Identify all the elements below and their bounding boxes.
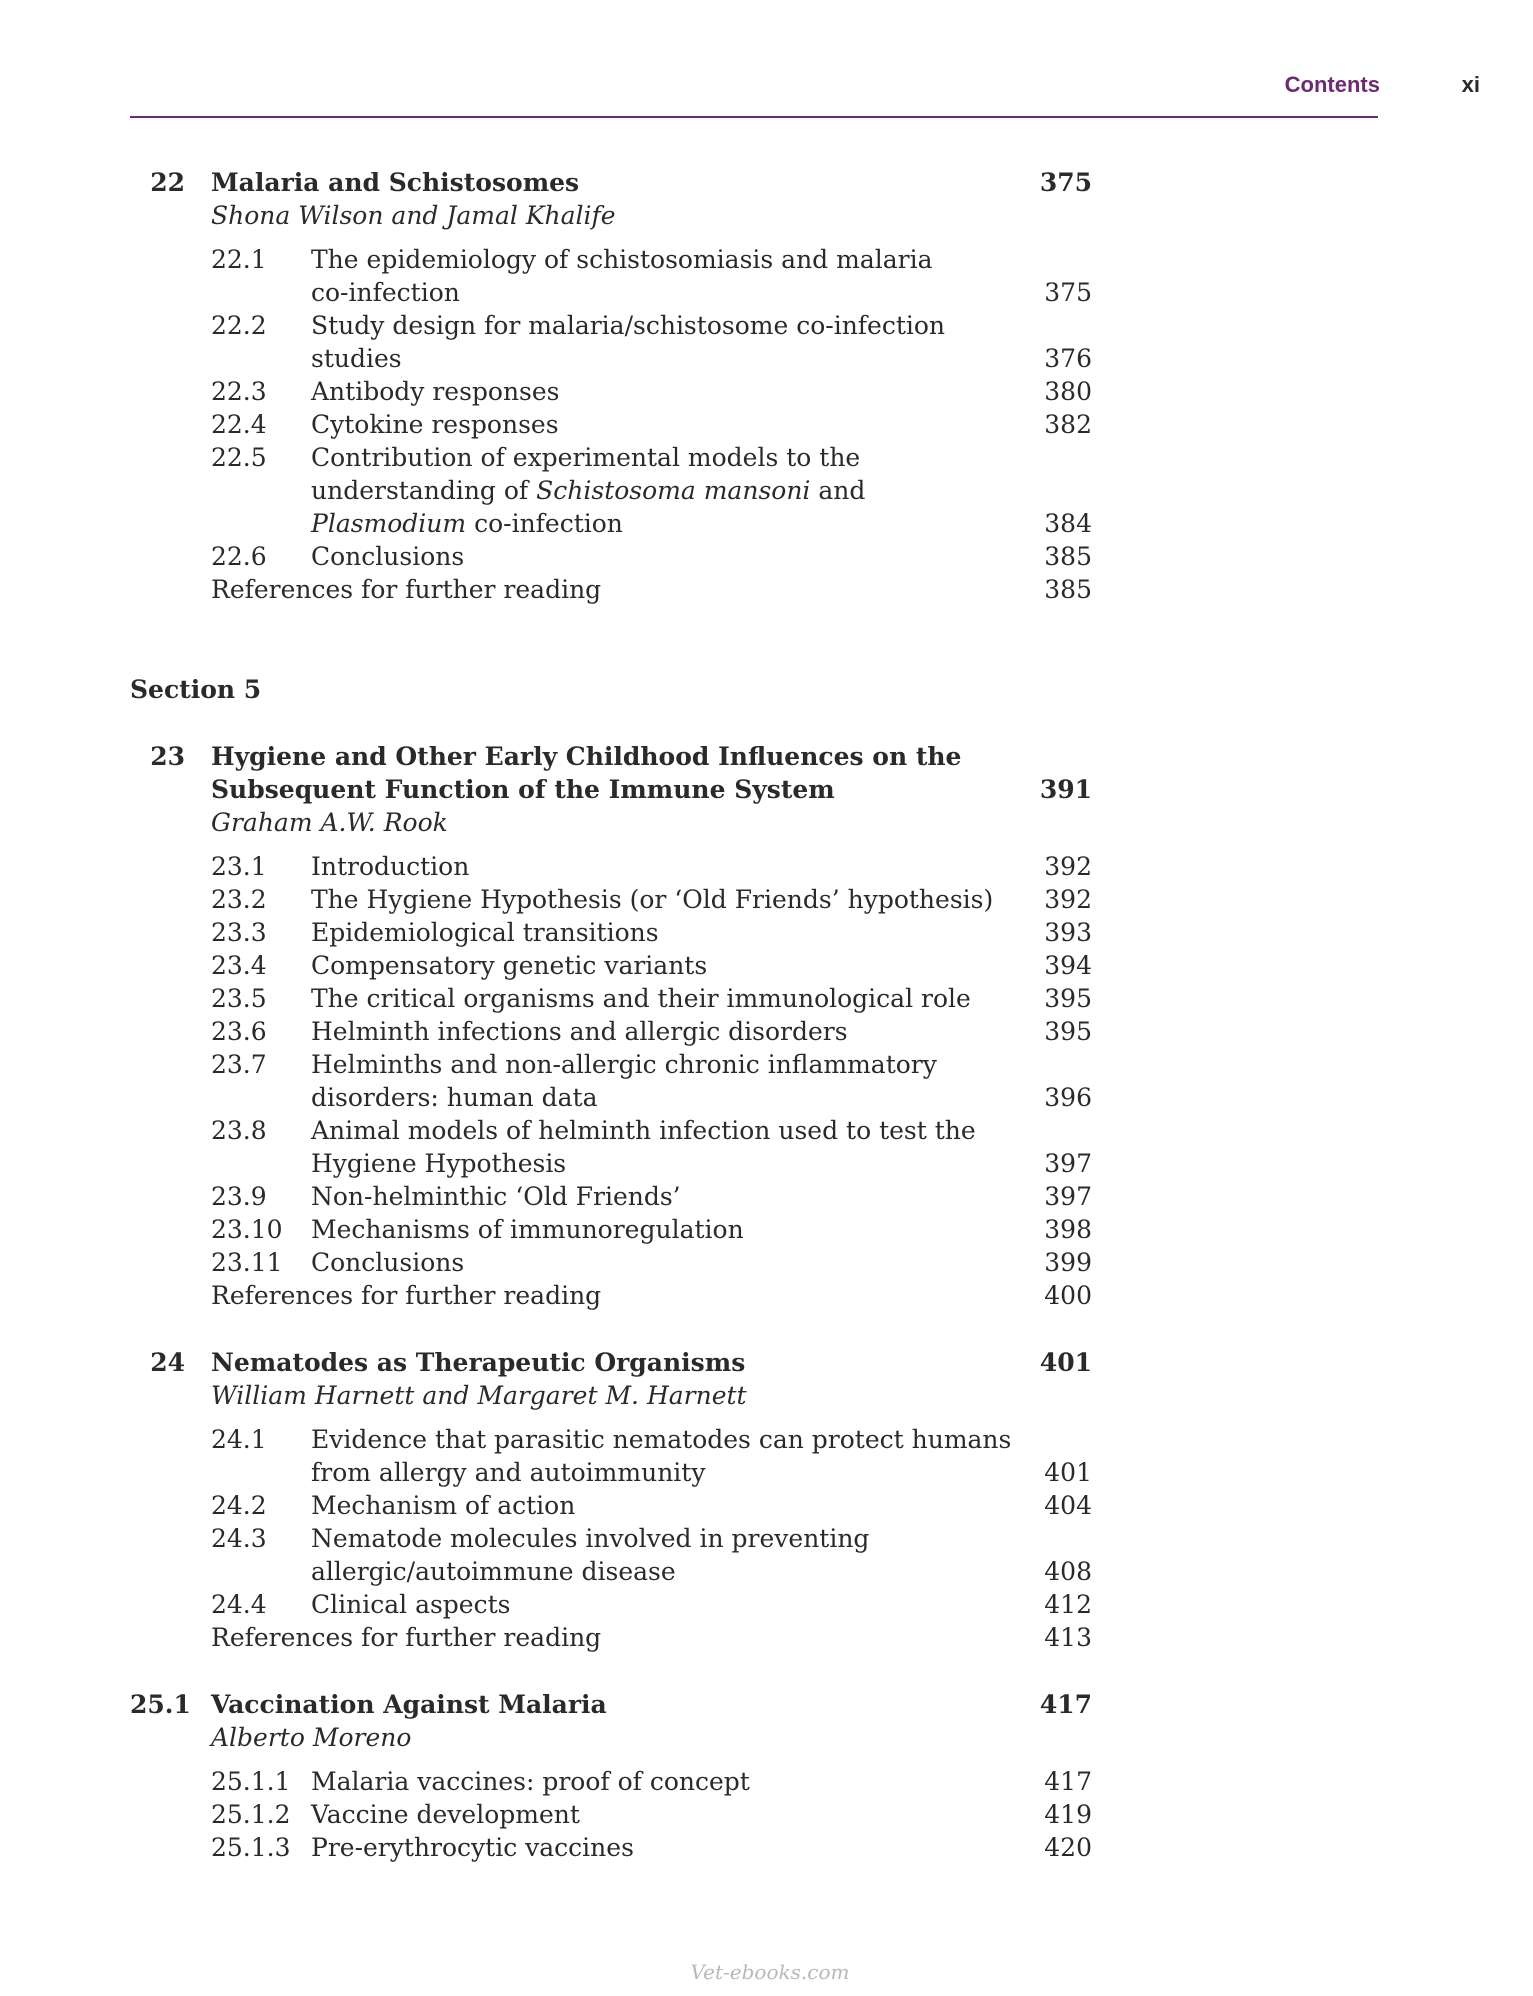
entry-page: 393 (1044, 918, 1092, 947)
chapter-25-1 (0, 1688, 1533, 1864)
entry-page: 401 (1044, 1458, 1092, 1487)
entry-number: 25.1.1 (211, 1767, 291, 1796)
entry-page: 399 (1044, 1248, 1092, 1277)
entry-page: 417 (1044, 1767, 1092, 1796)
entry-number: 22.2 (211, 311, 267, 340)
entry-number: 24.1 (211, 1425, 267, 1454)
entry-page: 397 (1044, 1182, 1092, 1211)
entry-text: Malaria vaccines: proof of concept (311, 1767, 750, 1796)
entry-text: Pre-erythrocytic vaccines (311, 1833, 634, 1862)
header-title: Contents (1284, 72, 1380, 97)
chapter-page: 401 (1039, 1348, 1092, 1377)
entry-text: Hygiene Hypothesis (311, 1149, 567, 1178)
entry-text: understanding of Schistosoma mansoni and (311, 476, 866, 505)
entry-page: 413 (1044, 1623, 1092, 1652)
toc-entry-23-5[interactable] (0, 982, 1533, 1015)
entry-number: 25.1.3 (211, 1833, 291, 1862)
entry-number: 23.3 (211, 918, 267, 947)
section-label: Section 5 (130, 675, 262, 704)
toc-entry-23-4[interactable] (0, 949, 1533, 982)
chapter-author: William Harnett and Margaret M. Harnett (211, 1381, 747, 1410)
entry-page: 395 (1044, 1017, 1092, 1046)
references-entry[interactable] (0, 573, 1533, 606)
entry-page: 395 (1044, 984, 1092, 1013)
entry-text: The epidemiology of schistosomiasis and malaria (311, 245, 933, 274)
chapter-number: 24 (150, 1348, 185, 1377)
entry-number: 23.4 (211, 951, 267, 980)
toc-entry-22-5[interactable] (0, 441, 1533, 540)
toc-entry-23-1[interactable] (0, 850, 1533, 883)
chapter-author: Alberto Moreno (211, 1723, 412, 1752)
toc-entry-24-3[interactable] (0, 1522, 1533, 1588)
entry-number: 23.11 (211, 1248, 283, 1277)
entry-page: 394 (1044, 951, 1092, 980)
chapter-title[interactable]: Hygiene and Other Early Childhood Influences on the (211, 742, 962, 771)
chapter-title[interactable]: Vaccination Against Malaria (211, 1690, 607, 1719)
entry-text: Animal models of helminth infection used to test the (311, 1116, 976, 1145)
entry-page: 419 (1044, 1800, 1092, 1829)
entry-page: 396 (1044, 1083, 1092, 1112)
toc-entry-22-6[interactable] (0, 540, 1533, 573)
entry-text: The Hygiene Hypothesis (or ‘Old Friends’ hypothesis) (311, 885, 994, 914)
entry-text: from allergy and autoimmunity (311, 1458, 706, 1487)
entry-text: Conclusions (311, 1248, 465, 1277)
entry-page: 408 (1044, 1557, 1092, 1586)
toc-entry-22-1[interactable] (0, 243, 1533, 309)
entry-number: 23.10 (211, 1215, 283, 1244)
entry-number: 24.4 (211, 1590, 267, 1619)
chapter-title[interactable]: Nematodes as Therapeutic Organisms (211, 1348, 746, 1377)
entry-number: 23.2 (211, 885, 267, 914)
entry-text: Contribution of experimental models to the (311, 443, 861, 472)
entry-page: 397 (1044, 1149, 1092, 1178)
entry-page: 412 (1044, 1590, 1092, 1619)
toc-entry-23-9[interactable] (0, 1180, 1533, 1213)
toc-entry-24-2[interactable] (0, 1489, 1533, 1522)
toc-entry-25-1-3[interactable] (0, 1831, 1533, 1864)
entry-page: 384 (1044, 509, 1092, 538)
chapter-23 (0, 740, 1533, 1312)
toc-entry-24-4[interactable] (0, 1588, 1533, 1621)
entry-page: 420 (1044, 1833, 1092, 1862)
entry-text: Vaccine development (311, 1800, 580, 1829)
toc-entry-23-10[interactable] (0, 1213, 1533, 1246)
entry-page: 400 (1044, 1281, 1092, 1310)
chapter-title[interactable]: Malaria and Schistosomes (211, 168, 580, 197)
entry-page: 382 (1044, 410, 1092, 439)
entry-text: Antibody responses (311, 377, 560, 406)
entry-text: Introduction (311, 852, 470, 881)
entry-number: 23.8 (211, 1116, 267, 1145)
chapter-number: 23 (150, 742, 185, 771)
toc-entry-25-1-2[interactable] (0, 1798, 1533, 1831)
watermark-logo: Vet-ebooks.com (690, 1960, 850, 1984)
entry-page: 375 (1044, 278, 1092, 307)
chapter-page: 375 (1039, 168, 1092, 197)
entry-text: Nematode molecules involved in preventing (311, 1524, 870, 1553)
entry-text: Cytokine responses (311, 410, 559, 439)
entry-number: 25.1.2 (211, 1800, 291, 1829)
toc-entry-25-1-1[interactable] (0, 1765, 1533, 1798)
entry-number: 24.2 (211, 1491, 267, 1520)
entry-text: Conclusions (311, 542, 465, 571)
chapter-number: 22 (150, 168, 185, 197)
chapter-number: 25.1 (130, 1690, 191, 1719)
entry-page: 398 (1044, 1215, 1092, 1244)
toc-entry-23-11[interactable] (0, 1246, 1533, 1279)
entry-text: Plasmodium co-infection (311, 509, 623, 538)
references-entry[interactable] (0, 1279, 1533, 1312)
toc-entry-22-2[interactable] (0, 309, 1533, 375)
entry-text: Helminths and non-allergic chronic inflammatory (311, 1050, 937, 1079)
entry-text: disorders: human data (311, 1083, 598, 1112)
references-text: References for further reading (211, 1623, 602, 1652)
chapter-page: 391 (1039, 775, 1092, 804)
references-text: References for further reading (211, 1281, 602, 1310)
chapter-24 (0, 1346, 1533, 1654)
entry-text: The critical organisms and their immunological role (311, 984, 971, 1013)
chapter-22 (0, 166, 1533, 606)
chapter-author: Shona Wilson and Jamal Khalife (211, 201, 616, 230)
entry-text: Study design for malaria/schistosome co-infection (311, 311, 946, 340)
toc-entry-24-1[interactable] (0, 1423, 1533, 1489)
references-text: References for further reading (211, 575, 602, 604)
entry-text: studies (311, 344, 402, 373)
entry-page: 404 (1044, 1491, 1092, 1520)
entry-page: 376 (1044, 344, 1092, 373)
entry-number: 22.4 (211, 410, 267, 439)
entry-number: 23.7 (211, 1050, 267, 1079)
toc-entry-22-4[interactable] (0, 408, 1533, 441)
toc-entry-23-7[interactable] (0, 1048, 1533, 1114)
entry-text: Epidemiological transitions (311, 918, 659, 947)
toc-entry-22-3[interactable] (0, 375, 1533, 408)
entry-number: 23.1 (211, 852, 267, 881)
entry-page: 380 (1044, 377, 1092, 406)
entry-page: 392 (1044, 885, 1092, 914)
table-of-contents (0, 166, 1533, 1864)
toc-entry-23-3[interactable] (0, 916, 1533, 949)
entry-number: 22.5 (211, 443, 267, 472)
entry-number: 23.5 (211, 984, 267, 1013)
entry-text: Mechanism of action (311, 1491, 576, 1520)
entry-page: 392 (1044, 852, 1092, 881)
entry-text: Non-helminthic ‘Old Friends’ (311, 1182, 681, 1211)
references-entry[interactable] (0, 1621, 1533, 1654)
entry-number: 22.1 (211, 245, 267, 274)
entry-text: Helminth infections and allergic disorders (311, 1017, 848, 1046)
entry-page: 385 (1044, 542, 1092, 571)
chapter-author: Graham A.W. Rook (211, 808, 448, 837)
entry-text: co-infection (311, 278, 460, 307)
entry-number: 23.6 (211, 1017, 267, 1046)
entry-text: Evidence that parasitic nematodes can protect humans (311, 1425, 1012, 1454)
entry-page: 385 (1044, 575, 1092, 604)
entry-number: 22.6 (211, 542, 267, 571)
toc-entry-23-2[interactable] (0, 883, 1533, 916)
header-rule (130, 116, 1378, 118)
toc-entry-23-6[interactable] (0, 1015, 1533, 1048)
chapter-title[interactable]: Subsequent Function of the Immune System (211, 775, 835, 804)
chapter-page: 417 (1039, 1690, 1092, 1719)
entry-text: Mechanisms of immunoregulation (311, 1215, 744, 1244)
toc-entry-23-8[interactable] (0, 1114, 1533, 1180)
header-page-number: xi (1461, 72, 1480, 97)
entry-text: allergic/autoimmune disease (311, 1557, 676, 1586)
entry-text: Compensatory genetic variants (311, 951, 708, 980)
entry-number: 24.3 (211, 1524, 267, 1553)
entry-text: Clinical aspects (311, 1590, 511, 1619)
entry-number: 23.9 (211, 1182, 267, 1211)
entry-number: 22.3 (211, 377, 267, 406)
